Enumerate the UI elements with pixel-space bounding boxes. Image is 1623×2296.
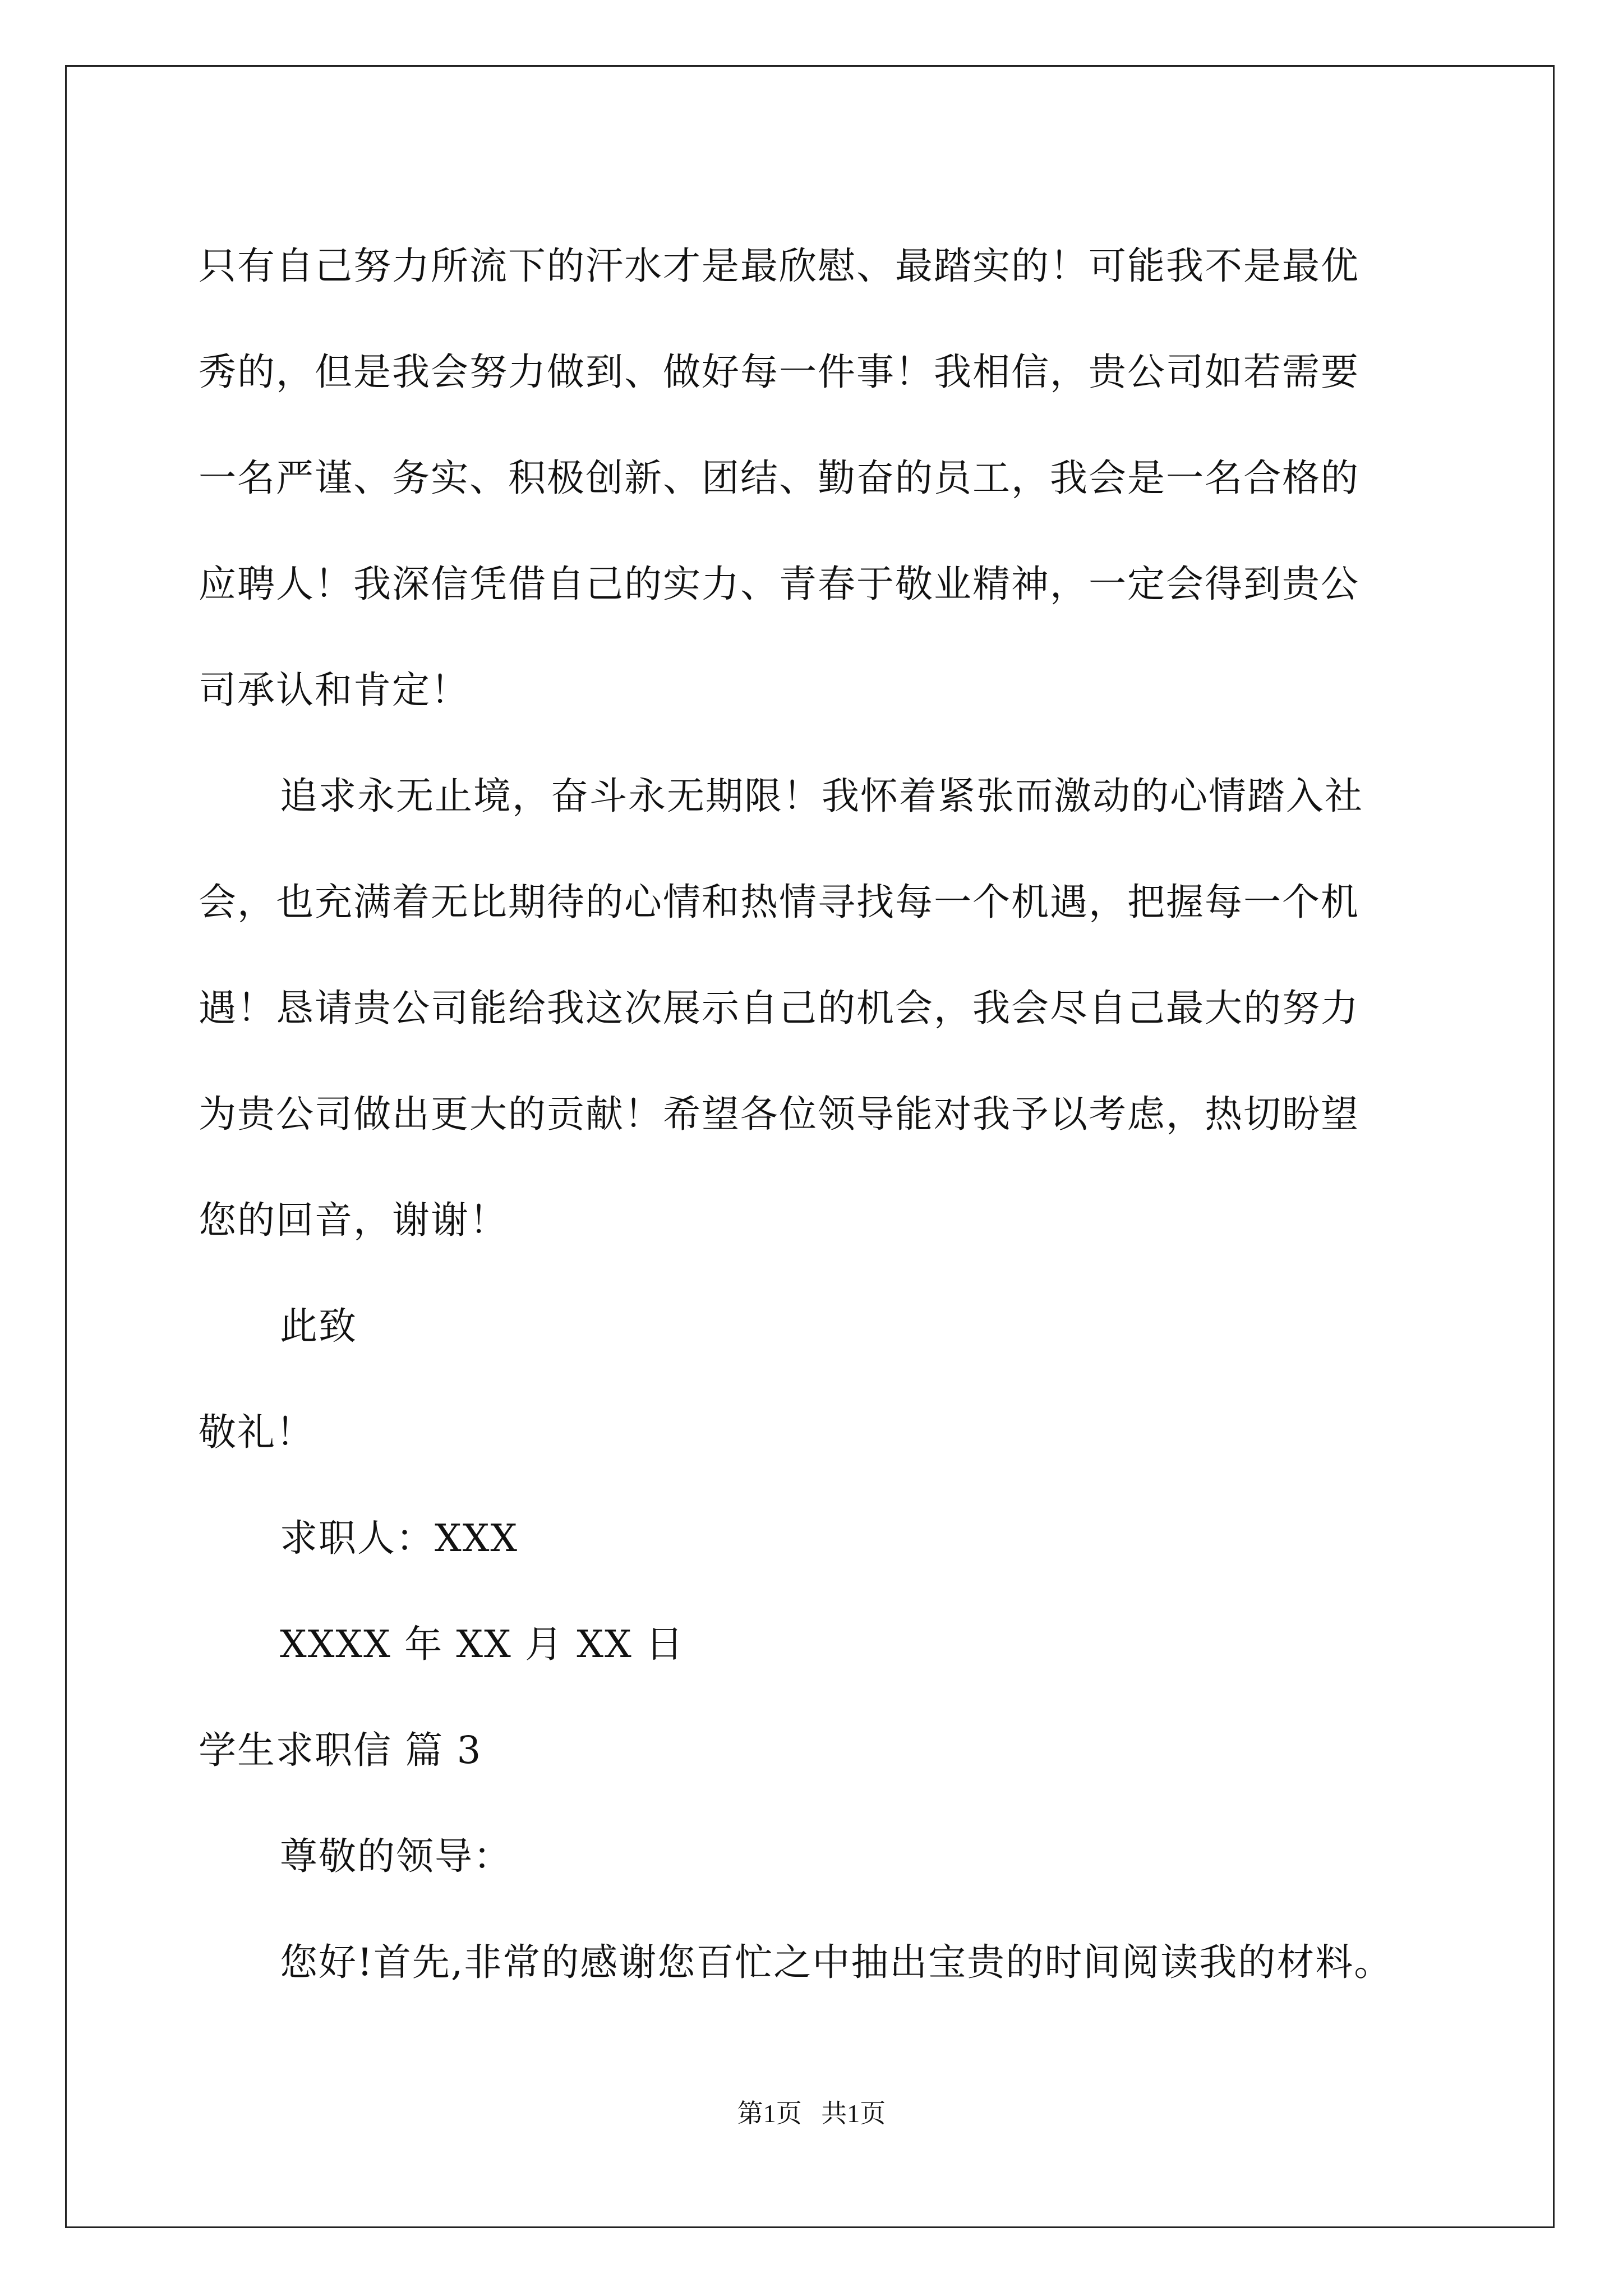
- text-line-9: 为贵公司做出更大的贡献！希望各位领导能对我予以考虑，热切盼望: [199, 1092, 1359, 1136]
- text-line-4: 应聘人！我深信凭借自己的实力、青春于敬业精神，一定会得到贵公: [199, 562, 1359, 606]
- document-body: [199, 213, 1421, 2016]
- text-line-opening: 您好!首先,非常的感谢您百忙之中抽出宝贵的时间阅读我的材料。: [280, 1940, 1393, 1984]
- text-line-3: 一名严谨、务实、积极创新、团结、勤奋的员工，我会是一名合格的: [199, 456, 1359, 500]
- text-line-6: 追求永无止境，奋斗永无期限！我怀着紧张而激动的心情踏入社: [280, 774, 1363, 818]
- page-total: 共1页: [821, 2099, 886, 2128]
- text-line-2: 秀的，但是我会努力做到、做好每一件事！我相信，贵公司如若需要: [199, 350, 1359, 394]
- section-heading: 学生求职信 篇 3: [199, 1728, 482, 1772]
- text-line-5: 司承认和肯定！: [199, 668, 469, 712]
- page-number: 第1页: [737, 2099, 802, 2128]
- letter-date: XXXX 年 XX 月 XX 日: [280, 1622, 685, 1666]
- closing-respect: 敬礼！: [199, 1410, 315, 1454]
- page-footer: [0, 2097, 1623, 2131]
- text-line-10: 您的回音，谢谢！: [199, 1198, 508, 1242]
- text-line-8: 遇！恳请贵公司能给我这次展示自己的机会，我会尽自己最大的努力: [199, 986, 1359, 1030]
- text-line-7: 会，也充满着无比期待的心情和热情寻找每一个机遇，把握每一个机: [199, 880, 1359, 924]
- applicant-signature: 求职人：XXX: [280, 1516, 519, 1560]
- greeting: 尊敬的领导：: [280, 1834, 512, 1878]
- text-line-1: 只有自己努力所流下的汗水才是最欣慰、最踏实的！可能我不是最优: [199, 244, 1359, 288]
- closing-salutation: 此致: [280, 1304, 357, 1348]
